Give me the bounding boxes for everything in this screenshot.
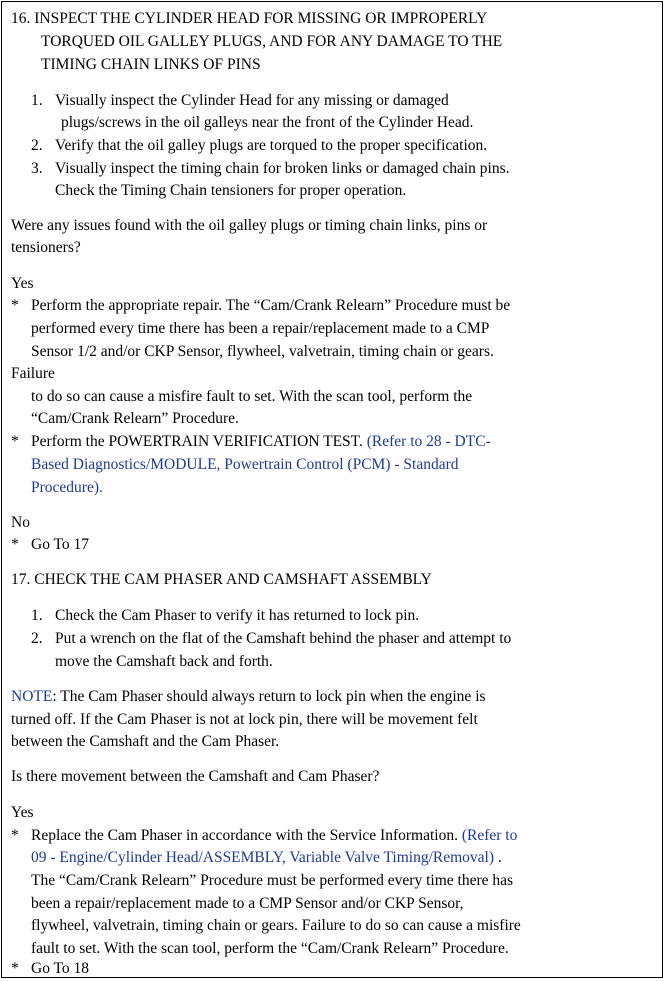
question-continued: tensioners? xyxy=(11,239,81,256)
bullet-text: Perform the appropriate repair. The “Cam/Crank Relearn” Procedure must be xyxy=(31,297,511,314)
step-text-continued: plugs/screws in the oil galleys near the front of the Cylinder Head. xyxy=(61,114,474,131)
step-number: 3. xyxy=(31,160,43,177)
yes-label: Yes xyxy=(11,275,34,292)
step-number: 1. xyxy=(31,92,43,109)
section-17-heading: 17. CHECK THE CAM PHASER AND CAMSHAFT ASSEMBLY xyxy=(11,571,432,588)
powertrain-test-text: Perform the POWERTRAIN VERIFICATION TEST. xyxy=(31,433,363,450)
bullet-text: fault to set. With the scan tool, perform the “Cam/Crank Relearn” Procedure. xyxy=(31,940,509,957)
section-16-heading-line-3: TIMING CHAIN LINKS OF PINS xyxy=(41,56,261,73)
step-number: 2. xyxy=(31,137,43,154)
refer-link-vvt[interactable]: (Refer to xyxy=(461,827,518,844)
note xyxy=(11,685,486,708)
bullet-text xyxy=(31,824,517,847)
bullet-text: performed every time there has been a repair/replacement made to a CMP xyxy=(31,320,490,337)
period: . xyxy=(497,849,502,866)
note-label: NOTE xyxy=(11,688,53,705)
step-text: Put a wrench on the flat of the Camshaft behind the phaser and attempt to xyxy=(55,630,512,647)
refer-link-vvt[interactable]: 09 - Engine/Cylinder Head/ASSEMBLY, Variable Valve Timing/Removal) xyxy=(31,849,494,866)
step-text: Visually inspect the Cylinder Head for any missing or damaged xyxy=(55,92,449,109)
failure-text: Failure xyxy=(11,365,55,382)
bullet-text: The “Cam/Crank Relearn” Procedure must be performed every time there has xyxy=(31,872,514,889)
yes-label: Yes xyxy=(11,804,34,821)
step-text-continued: move the Camshaft back and forth. xyxy=(55,653,273,670)
note-text: turned off. If the Cam Phaser is not at lock pin, there will be movement felt xyxy=(11,711,478,728)
bullet-text: flywheel, valvetrain, timing chain or gears. Failure to do so can cause a misfire xyxy=(31,917,521,934)
bullet: * xyxy=(11,433,19,450)
step-number: 1. xyxy=(31,607,43,624)
goto-18: Go To 18 xyxy=(31,960,90,977)
bullet-text xyxy=(31,430,491,453)
replace-phaser-text: Replace the Cam Phaser in accordance with the Service Information. xyxy=(31,827,458,844)
bullet-text: “Cam/Crank Relearn” Procedure. xyxy=(31,410,239,427)
bullet-text xyxy=(31,846,502,869)
refer-link-pcm[interactable]: Procedure). xyxy=(31,479,103,496)
bullet: * xyxy=(11,536,19,553)
goto-17: Go To 17 xyxy=(31,536,90,553)
bullet: * xyxy=(11,827,19,844)
step-text: Visually inspect the timing chain for broken links or damaged chain pins. xyxy=(55,160,510,177)
question: Is there movement between the Camshaft and Cam Phaser? xyxy=(11,768,380,785)
bullet-text: been a repair/replacement made to a CMP Sensor and/or CKP Sensor, xyxy=(31,895,464,912)
refer-link-pcm[interactable]: (Refer to 28 - DTC- xyxy=(366,433,491,450)
section-16-heading-line-2: TORQUED OIL GALLEY PLUGS, AND FOR ANY DAMAGE TO THE xyxy=(41,33,503,50)
section-16-heading: 16. INSPECT THE CYLINDER HEAD FOR MISSING OR IMPROPERLY xyxy=(11,10,488,27)
step-text-continued: Check the Timing Chain tensioners for proper operation. xyxy=(55,182,407,199)
step-text: Check the Cam Phaser to verify it has returned to lock pin. xyxy=(55,607,420,624)
step-number: 2. xyxy=(31,630,43,647)
no-label: No xyxy=(11,514,30,531)
note-text: : The Cam Phaser should always return to lock pin when the engine is xyxy=(52,688,486,705)
bullet-text: Sensor 1/2 and/or CKP Sensor, flywheel, valvetrain, timing chain or gears. xyxy=(31,343,494,360)
step-text: Verify that the oil galley plugs are torqued to the proper specification. xyxy=(55,137,488,154)
bullet: * xyxy=(11,297,19,314)
refer-link-pcm[interactable]: Based Diagnostics/MODULE, Powertrain Control (PCM) - Standard xyxy=(31,456,459,473)
bullet: * xyxy=(11,960,19,977)
bullet-text: to do so can cause a misfire fault to set. With the scan tool, perform the xyxy=(31,388,473,405)
question: Were any issues found with the oil galley plugs or timing chain links, pins or xyxy=(11,217,488,234)
note-text: between the Camshaft and the Cam Phaser. xyxy=(11,733,280,750)
